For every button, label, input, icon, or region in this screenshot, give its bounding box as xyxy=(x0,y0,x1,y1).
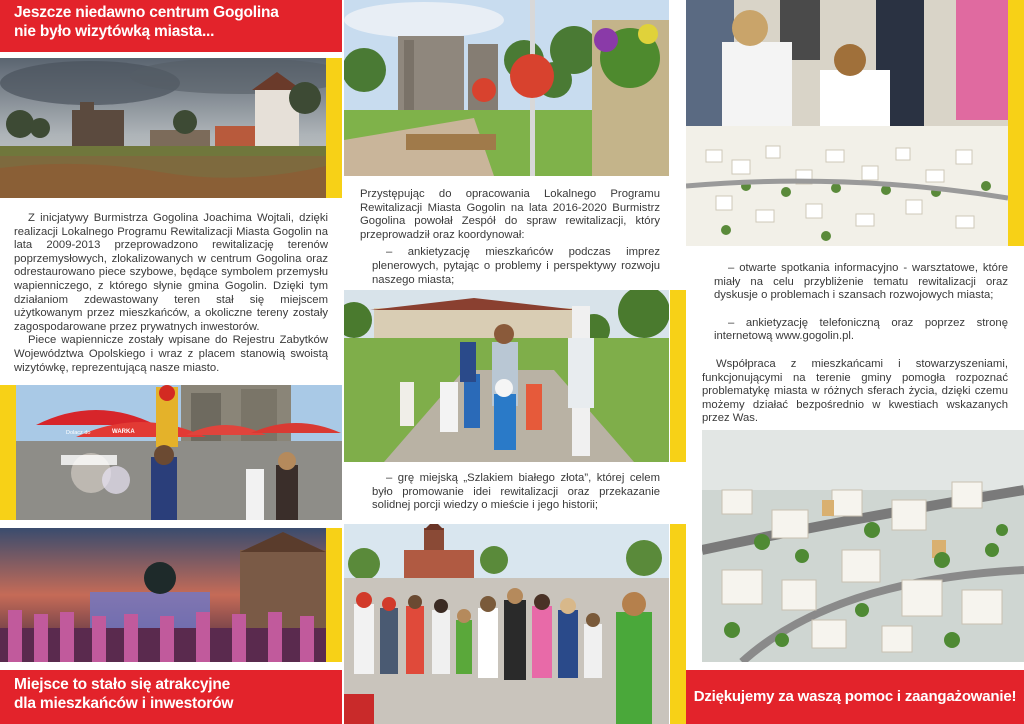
photo-old-town-center xyxy=(0,58,326,198)
photo-city-game-board xyxy=(344,290,669,462)
photo-group-children xyxy=(344,524,669,724)
photo-workshop-model xyxy=(686,0,1008,246)
banner-bottom-left-line1: Miejsce to stało się atrakcyjne xyxy=(14,676,231,693)
photo-park-kilns xyxy=(344,0,669,176)
left-paragraph-2: Piece wapiennicze zostały wpisane do Rejestru Zabytków Województwa Opolskiego i wraz z placem stanowią swoistą wizytówkę, reprezentującą nasze miasto. xyxy=(14,334,328,374)
middle-intro: Przystępując do opracowania Lokalnego Programu Rewitalizacji Miasta Gogolin na lata 2016-2020 Burmistrz Gogolina powołał Zespół do spraw rewitalizacji, który przeprowadził oraz koordynował: xyxy=(360,188,660,241)
yellow-stripe xyxy=(326,528,342,662)
banner-top-left-line1: Jeszcze niedawno centrum Gogolina xyxy=(14,4,279,21)
warka-sign-text: WARKA xyxy=(112,429,135,435)
banner-bottom-left-line2: dla mieszkańców i inwestorów xyxy=(14,694,234,712)
middle-bullet-surveys: – ankietyzację mieszkańców podczas imprez plenerowych, pytając o problemy i perspektywy rozwoju naszego miasta; xyxy=(372,246,660,286)
festival-sign-text: Dolacz do xyxy=(66,430,91,436)
left-paragraph-1: Z inicjatywy Burmistrza Gogolina Joachima Wojtali, dzięki realizacji Lokalnego Programu Rewitalizacji Miasta Gogolin na lata 2009-2013 przeprowadzono rewitalizację terenów poprzemysłowych, zlokalizowanych w centrum Gogolina oraz odrestaurowano piece szybowe, będące symbolem przemysłu wapienniczego, z którego słynie gmina Gogolin. Dzięki tym działaniom zdewastowany teren stał się miejscem użytkowanym przez mieszkańców, a okoliczne tereny zostały zagospodarowane przez prywatnych inwestorów. xyxy=(14,212,328,333)
right-bullet-phone-survey: – ankietyzację telefoniczną oraz poprzez stronę internetową www.gogolin.pl. xyxy=(714,316,1008,343)
banner-bottom-left xyxy=(0,670,342,724)
right-bullet-workshops: – otwarte spotkania informacyjno - warsztatowe, które miały na celu przybliżenie tematu rewitalizacji oraz dyskusje o problemach i szansach rozwojowych miasta; xyxy=(714,262,1008,302)
yellow-stripe xyxy=(670,524,686,724)
yellow-stripe xyxy=(1008,0,1024,246)
middle-text-bottom xyxy=(360,472,660,513)
banner-bottom-right xyxy=(686,670,1024,724)
yellow-stripe xyxy=(670,290,686,462)
photo-town-model xyxy=(702,430,1024,662)
middle-text-top xyxy=(360,188,660,287)
left-body-text xyxy=(14,212,328,375)
photo-festival-square xyxy=(16,385,342,520)
banner-bottom-right-text: Dziękujemy za waszą pomoc i zaangażowanie! xyxy=(693,687,1017,705)
banner-top-left-line2: nie było wizytówką miasta... xyxy=(14,22,215,40)
yellow-stripe xyxy=(326,58,342,198)
yellow-stripe xyxy=(0,385,16,520)
banner-top-left xyxy=(0,0,342,52)
photo-evening-performance xyxy=(0,528,326,662)
middle-bullet-city-game: – grę miejską „Szlakiem białego złota”, której celem było promowanie idei rewitalizacji oraz przekazanie solidnej porcji wiedzy o mieście i jego historii; xyxy=(372,472,660,512)
right-paragraph-cooperation: Współpraca z mieszkańcami i stowarzyszeniami, funkcjonującymi na terenie gminy pomogła rozpoznać problematykę miasta w różnych sferach życia, dzięki czemu możemy działać bezpośrednio w kwestiach wskazanych przez Was. xyxy=(702,357,1008,425)
right-text xyxy=(702,262,1008,426)
